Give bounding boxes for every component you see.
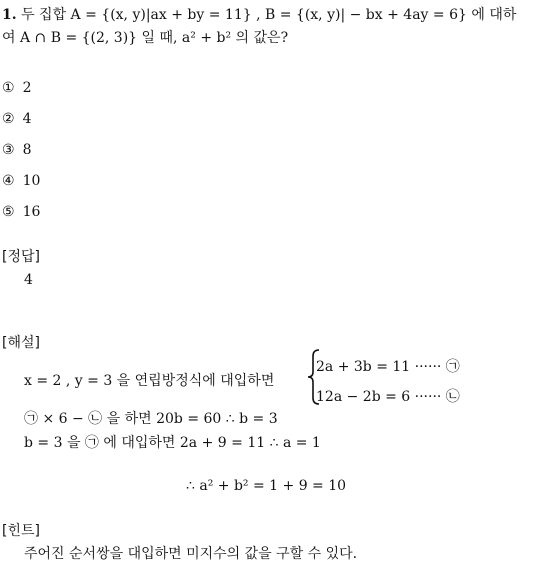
choice-value: 4 [22, 111, 32, 127]
choice-marker: ⑤ [2, 204, 15, 220]
choice-value: 10 [22, 173, 41, 189]
solution-intro: x = 2 , y = 3 을 연립방정식에 대입하면 [24, 373, 275, 389]
choice-value: 2 [22, 80, 32, 96]
question-number: 1. [2, 7, 17, 23]
solution-label: [해설] [2, 335, 40, 351]
question-line-2: 여 A ∩ B = {(2, 3)} 일 때, a² + b² 의 값은? [2, 30, 289, 46]
question-line-1 [2, 4, 516, 24]
solution-result: ∴ a² + b² = 1 + 9 = 10 [186, 478, 347, 494]
system-equation-2: 12a − 2b = 6 ······ ㉡ [316, 389, 460, 405]
answer-value: 4 [24, 272, 33, 288]
choice-marker: ④ [2, 173, 15, 189]
choice-3[interactable] [2, 142, 31, 158]
choice-value: 8 [22, 142, 32, 158]
answer-label: [정답] [2, 249, 40, 265]
choice-1[interactable] [2, 80, 31, 96]
solution-step-1: ㉠ × 6 − ㉡ 을 하면 20b = 60 ∴ b = 3 [24, 411, 278, 427]
choice-marker: ① [2, 80, 15, 96]
choice-2[interactable] [2, 111, 31, 127]
choice-marker: ② [2, 111, 15, 127]
hint-text: 주어진 순서쌍을 대입하면 미지수의 값을 구할 수 있다. [24, 546, 358, 562]
system-equation-1: 2a + 3b = 11 ······ ㉠ [316, 359, 460, 375]
choice-value: 16 [22, 204, 41, 220]
solution-step-2: b = 3 을 ㉠ 에 대입하면 2a + 9 = 11 ∴ a = 1 [24, 435, 321, 451]
hint-label: [힌트] [2, 523, 40, 539]
choice-marker: ③ [2, 142, 15, 158]
question-text-line-1: 두 집합 A = {(x, y)|ax + by = 11} , B = {(x, y)| − bx + 4ay = 6} 에 대하 [21, 7, 517, 23]
choice-4[interactable] [2, 173, 40, 189]
choice-5[interactable] [2, 204, 40, 220]
